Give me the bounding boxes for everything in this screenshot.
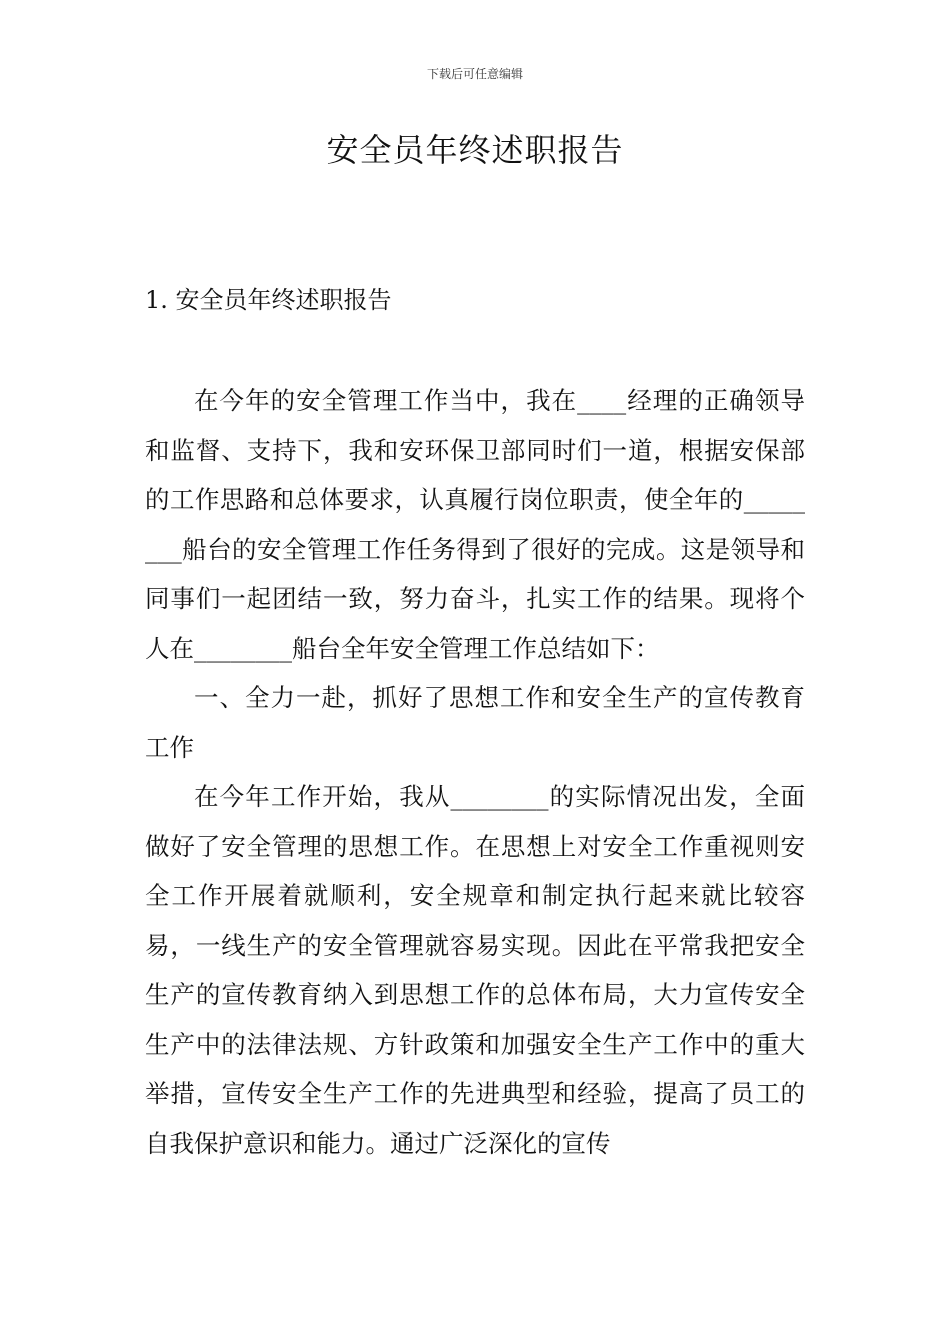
paragraph-subheading: 一、全力一赴，抓好了思想工作和安全生产的宣传教育工作 bbox=[145, 683, 805, 762]
header-note: 下载后可任意编辑 bbox=[426, 67, 523, 81]
document-title: 安全员年终述职报告 bbox=[326, 131, 624, 169]
paragraph-intro: 在今年的安全管理工作当中，我在____经理的正确领导和监督、支持下，我和安环保卫部同时们一道，根据安保部的工作思路和总体要求，认真履行岗位职责，使全年的________船台的安全管理工作任务得到了很好的完成。这是领导和同事们一起团结一致，努力奋斗，扎实工作的结果。现将个人在________船台全年安全管理工作总结如下： bbox=[145, 386, 805, 663]
body-text bbox=[145, 376, 805, 1168]
section-heading: 1. 安全员年终述职报告 bbox=[145, 286, 392, 314]
paragraph-body: 在今年工作开始，我从________的实际情况出发，全面做好了安全管理的思想工作。在思想上对安全工作重视则安全工作开展着就顺利，安全规章和制定执行起来就比较容易，一线生产的安全管理就容易实现。因此在平常我把安全生产的宣传教育纳入到思想工作的总体布局，大力宣传安全生产中的法律法规、方针政策和加强安全生产工作中的重大举措，宣传安全生产工作的先进典型和经验，提高了员工的自我保护意识和能力。通过广泛深化的宣传 bbox=[145, 782, 805, 1158]
